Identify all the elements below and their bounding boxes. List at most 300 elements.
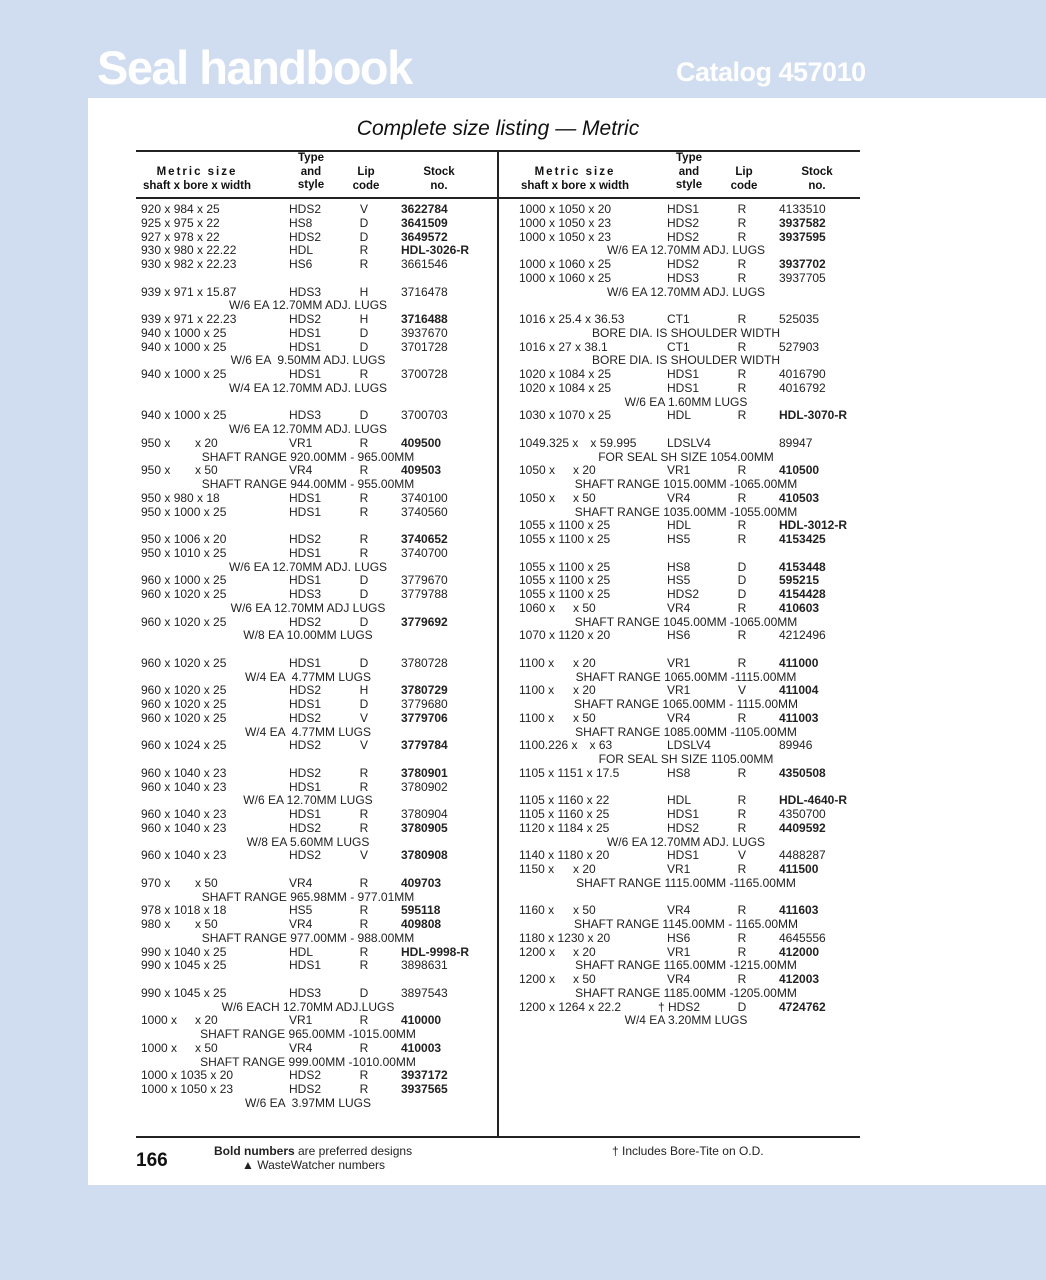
size-cell: 1055 x 1100 x 25 — [519, 559, 611, 574]
type-cell: HDS1 — [289, 697, 322, 711]
size-cell — [141, 877, 218, 891]
lip-cell: R — [737, 903, 747, 918]
header-lip-line1: Lip — [735, 166, 753, 178]
table-row — [141, 409, 475, 423]
size-cell: 960 x 1040 x 23 — [141, 765, 227, 780]
table-row — [519, 904, 853, 918]
lip-cell: R — [359, 765, 369, 780]
size-shaft: 950 x — [141, 435, 171, 450]
row-note: W/6 EA 12.70MM ADJ. LUGS — [228, 559, 388, 574]
table-row — [519, 808, 853, 822]
table-row — [141, 616, 475, 630]
type-cell: HDS2 — [667, 257, 700, 271]
lip-cell: D — [359, 408, 369, 423]
row-note: W/4 EA 4.77MM LUGS — [244, 669, 372, 684]
size-cell — [519, 464, 596, 478]
size-cell: 940 x 1000 x 25 — [141, 408, 227, 423]
row-note: W/6 EA 12.70MM LUGS — [243, 793, 373, 808]
lip-cell: R — [737, 972, 747, 986]
type-cell: HS5 — [667, 532, 691, 546]
blank-line — [141, 863, 475, 877]
size-cell — [519, 712, 596, 726]
stock-cell: 3779670 — [401, 573, 448, 588]
lip-cell: R — [737, 215, 747, 230]
table-row — [519, 203, 853, 217]
header-lip-line2: code — [352, 179, 380, 192]
table-row — [141, 1014, 475, 1028]
table-row — [519, 946, 853, 960]
stock-cell: 3622784 — [401, 202, 448, 216]
type-cell: HS8 — [667, 559, 691, 574]
lip-cell: R — [359, 779, 369, 794]
size-cell — [519, 904, 596, 918]
table-row — [141, 767, 475, 781]
type-cell: HDL — [289, 944, 314, 959]
type-cell: VR1 — [289, 1013, 313, 1028]
type-cell: HDS2 — [289, 614, 322, 629]
size-cell: 1016 x 27 x 38.1 — [519, 339, 608, 354]
type-cell: HDS2 — [289, 1082, 322, 1096]
type-cell: HDS1 — [667, 367, 700, 381]
stock-cell: 3779706 — [401, 710, 448, 725]
size-width: x 50 — [573, 710, 596, 725]
table-row — [141, 877, 475, 891]
size-width: x 50 — [573, 903, 596, 918]
type-cell: HS8 — [289, 215, 313, 230]
type-cell: VR1 — [667, 944, 691, 959]
row-note: SHAFT RANGE 999.00MM -1010.00MM — [200, 1054, 416, 1069]
row-note: W/6 EA 12.70MM ADJ. LUGS — [228, 298, 388, 313]
lip-cell: R — [359, 875, 369, 890]
lip-cell: D — [359, 229, 369, 244]
size-cell: 1070 x 1120 x 20 — [519, 628, 611, 643]
table-row — [141, 341, 475, 355]
lip-cell: D — [737, 559, 747, 574]
lip-cell: D — [359, 573, 369, 588]
type-cell: VR1 — [667, 655, 691, 670]
lip-cell: R — [737, 820, 747, 835]
type-cell: HDS1 — [289, 779, 322, 794]
table-row — [519, 533, 853, 547]
stock-cell: 3779692 — [401, 614, 448, 629]
stock-cell: 412003 — [779, 972, 820, 986]
size-cell: 940 x 1000 x 25 — [141, 325, 227, 340]
size-shaft: 1100.226 x — [519, 738, 578, 753]
row-note: W/6 EA 1.60MM LUGS — [624, 394, 748, 409]
stock-cell: 3937582 — [779, 215, 826, 230]
table-row — [519, 231, 853, 245]
table-row — [141, 959, 475, 973]
size-cell: 960 x 1020 x 25 — [141, 587, 227, 601]
size-shaft: 1100 x — [519, 710, 555, 725]
table-row — [519, 272, 853, 286]
table-row — [519, 492, 853, 506]
type-cell: HDS1 — [289, 655, 322, 670]
stock-cell: 410000 — [401, 1013, 442, 1028]
header-lip — [346, 166, 386, 193]
size-cell: 960 x 1020 x 25 — [141, 683, 227, 698]
header-lip-line2: code — [730, 179, 758, 192]
table-row — [519, 822, 853, 836]
type-cell: HDS1 — [667, 848, 700, 863]
lip-cell: R — [359, 958, 369, 973]
size-width: x 50 — [195, 463, 218, 478]
size-shaft: 1049.325 x — [519, 435, 579, 450]
stock-cell: 3700703 — [401, 408, 448, 423]
type-cell: LDSLV4 — [667, 738, 711, 753]
size-cell: 950 x 1006 x 20 — [141, 532, 227, 546]
header-stock-line2: no. — [808, 179, 826, 192]
size-cell: 1020 x 1084 x 25 — [519, 367, 612, 381]
lip-cell: R — [359, 257, 369, 271]
type-cell: HDL — [667, 793, 692, 808]
row-note: W/4 EA 12.70MM ADJ. LUGS — [228, 380, 388, 395]
type-cell: HDS2 — [289, 532, 322, 546]
type-cell: HDS2 — [289, 820, 322, 835]
stock-cell: 3740560 — [401, 504, 448, 519]
size-width: x 50 — [195, 875, 218, 890]
blank-line — [141, 519, 475, 533]
type-cell: HDS2 — [289, 202, 322, 216]
lip-cell: R — [737, 600, 747, 615]
stock-cell: 3937595 — [779, 229, 826, 244]
size-width: x 20 — [573, 862, 596, 876]
lip-cell: R — [359, 917, 369, 931]
table-row — [141, 849, 475, 863]
table-row — [141, 547, 475, 561]
table-row — [519, 739, 853, 753]
type-cell: HDS2 — [667, 820, 700, 835]
stock-cell: 409503 — [401, 463, 442, 478]
size-cell: 960 x 1020 x 25 — [141, 614, 227, 629]
size-shaft: 1060 x — [519, 600, 556, 615]
row-note: SHAFT RANGE 1185.00MM -1205.00MM — [575, 985, 797, 1000]
lip-cell: R — [737, 490, 747, 505]
stock-cell: 595215 — [779, 573, 820, 588]
size-cell: 990 x 1040 x 25 — [141, 944, 227, 959]
size-cell — [519, 602, 596, 616]
row-note: W/8 EA 10.00MM LUGS — [243, 628, 373, 643]
stock-cell: HDL-4640-R — [779, 793, 848, 808]
stock-cell: 3701728 — [401, 339, 448, 354]
lip-cell: D — [359, 985, 369, 1000]
size-width: x 50 — [573, 972, 596, 986]
table-row — [141, 987, 475, 1001]
size-shaft: 1000 x — [141, 1040, 178, 1055]
stock-cell: 3740700 — [401, 545, 448, 560]
table-row — [141, 203, 475, 217]
table-row — [141, 1083, 475, 1097]
row-note: W/6 EA 9.50MM ADJ. LUGS — [230, 353, 386, 368]
stock-cell: 412000 — [779, 944, 820, 959]
size-cell — [141, 437, 218, 451]
size-cell: 960 x 1024 x 25 — [141, 738, 227, 753]
lip-cell: H — [359, 683, 369, 698]
blank-line — [141, 643, 475, 657]
type-cell: HDS2 — [289, 710, 322, 725]
type-cell: HDL — [667, 408, 692, 423]
lip-cell: D — [359, 325, 369, 340]
size-cell: 1105 x 1151 x 17.5 — [519, 765, 620, 780]
type-cell: HDS3 — [289, 587, 322, 601]
left-rows — [141, 203, 475, 1111]
row-note: SHAFT RANGE 1145.00MM - 1165.00MM — [573, 917, 799, 931]
type-cell: HS5 — [289, 903, 313, 918]
size-cell: 960 x 1040 x 23 — [141, 820, 227, 835]
size-cell: 990 x 1045 x 25 — [141, 958, 227, 973]
right-rows — [519, 203, 853, 1028]
row-note: SHAFT RANGE 1015.00MM -1065.00MM — [574, 477, 798, 491]
type-cell: HDS2 — [667, 229, 700, 244]
lip-cell: R — [737, 312, 747, 326]
stock-cell: 4350700 — [779, 807, 826, 821]
table-row — [141, 217, 475, 231]
size-cell: 1055 x 1100 x 25 — [519, 532, 611, 546]
lip-cell: R — [737, 710, 747, 725]
size-cell: 939 x 971 x 15.87 — [141, 284, 237, 299]
stock-cell: 3937705 — [779, 270, 826, 285]
header-size — [136, 166, 258, 193]
row-note: SHAFT RANGE 1045.00MM -1065.00MM — [574, 614, 798, 629]
type-cell: HDS2 — [289, 229, 322, 244]
stock-cell: 3700728 — [401, 367, 448, 381]
row-note: SHAFT RANGE 977.00MM - 988.00MM — [201, 930, 415, 945]
row-note: SHAFT RANGE 920.00MM - 965.00MM — [201, 449, 415, 464]
type-cell: HDS2 — [289, 1068, 322, 1083]
stock-cell: 4409592 — [779, 820, 826, 835]
type-cell: HDS1 — [289, 504, 322, 519]
lip-cell: R — [737, 765, 747, 780]
lip-cell: V — [359, 202, 368, 216]
row-note: SHAFT RANGE 1065.00MM -1115.00MM — [575, 669, 797, 684]
lip-cell: R — [737, 807, 747, 821]
stock-cell: 3716478 — [401, 284, 448, 299]
catalog-number: Catalog 457010 — [676, 57, 866, 87]
stock-cell: 3780729 — [401, 683, 448, 698]
size-cell: 1055 x 1100 x 25 — [519, 518, 611, 533]
type-cell: HDS3 — [289, 985, 322, 1000]
type-cell: HDS3 — [289, 408, 322, 423]
stock-cell: 411000 — [779, 655, 819, 670]
size-cell — [519, 946, 596, 960]
table-row — [141, 698, 475, 712]
lip-cell: R — [737, 270, 747, 285]
size-shaft: 950 x — [141, 463, 171, 478]
table-row — [519, 313, 853, 327]
header-type-line3: style — [675, 179, 703, 191]
row-note: SHAFT RANGE 1115.00MM -1165.00MM — [576, 875, 796, 890]
type-cell: VR4 — [289, 1040, 313, 1055]
table-row — [141, 684, 475, 698]
table-row — [141, 822, 475, 836]
type-cell: HDS2 — [667, 587, 700, 601]
table-row — [519, 684, 853, 698]
table-row — [519, 341, 853, 355]
size-width: x 50 — [573, 600, 596, 615]
lip-cell: R — [737, 532, 747, 546]
stock-cell: 3649572 — [401, 229, 448, 244]
size-cell: 960 x 1020 x 25 — [141, 655, 227, 670]
lip-cell: R — [359, 1068, 369, 1083]
size-cell: 1105 x 1160 x 22 — [519, 793, 610, 808]
table-row — [141, 1042, 475, 1056]
stock-cell: 409808 — [401, 917, 442, 931]
stock-cell: 3779788 — [401, 587, 448, 601]
row-note: W/6 EA 3.97MM LUGS — [244, 1095, 372, 1110]
header-stock — [409, 166, 469, 193]
header-type-line1: Type — [676, 152, 702, 164]
size-cell: 960 x 1040 x 23 — [141, 779, 227, 794]
type-cell: VR1 — [289, 435, 313, 450]
stock-cell: 4645556 — [779, 930, 826, 945]
size-shaft: 1160 x — [519, 903, 555, 918]
row-note: BORE DIA. IS SHOULDER WIDTH — [591, 325, 781, 340]
table-row — [519, 561, 853, 575]
stock-cell: 409500 — [401, 435, 442, 450]
lip-cell: R — [359, 367, 369, 381]
lip-cell: D — [359, 697, 369, 711]
table-row — [141, 506, 475, 520]
header-type-line1: Type — [298, 152, 324, 164]
blank-line — [519, 891, 853, 905]
stock-cell: HDL-3026-R — [401, 243, 470, 258]
header-stock-line1: Stock — [423, 166, 455, 178]
table-row — [141, 712, 475, 726]
stock-cell: 411003 — [779, 710, 819, 725]
size-cell: 1000 x 1050 x 23 — [141, 1082, 234, 1096]
table-row — [141, 533, 475, 547]
blank-line — [141, 396, 475, 410]
row-note: SHAFT RANGE 1035.00MM -1055.00MM — [574, 504, 798, 519]
blank-line — [141, 753, 475, 767]
header-type — [664, 152, 714, 193]
size-cell: 960 x 1000 x 25 — [141, 573, 227, 588]
size-width: x 50 — [195, 1040, 218, 1055]
size-cell: 939 x 971 x 22.23 — [141, 312, 237, 326]
row-note: W/6 EA 12.70MM ADJ. LUGS — [606, 243, 766, 258]
row-note: SHAFT RANGE 1165.00MM -1215.00MM — [575, 958, 797, 973]
lip-cell: R — [737, 930, 747, 945]
table-row — [519, 574, 853, 588]
size-cell — [519, 739, 612, 753]
header-type — [286, 152, 336, 193]
stock-cell: 4153448 — [779, 559, 826, 574]
type-cell: VR4 — [289, 875, 313, 890]
stock-cell: 411603 — [779, 903, 819, 918]
stock-cell: 3740100 — [401, 490, 448, 505]
table-row — [519, 519, 853, 533]
lip-cell: R — [737, 408, 747, 423]
size-shaft: 1200 x — [519, 944, 556, 959]
size-cell: 960 x 1020 x 25 — [141, 697, 227, 711]
stock-cell: 4016792 — [779, 380, 826, 395]
size-cell: 920 x 984 x 25 — [141, 202, 220, 216]
table-row — [141, 368, 475, 382]
stock-cell: 89947 — [779, 435, 813, 450]
table-row — [141, 946, 475, 960]
table-row — [519, 217, 853, 231]
table-row — [519, 437, 853, 451]
type-cell: HDS3 — [667, 270, 700, 285]
type-cell: HDS1 — [289, 339, 322, 354]
stock-cell: 3937702 — [779, 257, 826, 271]
size-shaft: 980 x — [141, 917, 171, 931]
table-row — [141, 258, 475, 272]
row-note: SHAFT RANGE 944.00MM - 955.00MM — [201, 477, 415, 491]
type-cell: VR4 — [289, 917, 313, 931]
table-row — [519, 1001, 853, 1015]
table-row — [519, 712, 853, 726]
stock-cell: HDL-9998-R — [401, 944, 470, 959]
row-note: FOR SEAL SH SIZE 1105.00MM — [598, 752, 774, 766]
size-cell: 978 x 1018 x 18 — [141, 903, 227, 918]
lip-cell: R — [737, 655, 747, 670]
header-lip — [724, 166, 764, 193]
size-cell — [141, 1014, 218, 1028]
table-row — [141, 464, 475, 478]
lip-cell: R — [359, 1013, 369, 1028]
row-note: W/6 EACH 12.70MM ADJ.LUGS — [221, 999, 395, 1014]
lip-cell: D — [359, 215, 369, 230]
lip-cell: R — [737, 202, 747, 216]
lip-cell: R — [359, 463, 369, 478]
type-cell: CT1 — [667, 312, 690, 326]
type-cell: HS6 — [289, 257, 313, 271]
size-cell: 930 x 982 x 22.23 — [141, 257, 237, 271]
table-row — [141, 492, 475, 506]
type-cell: HDS2 — [289, 848, 322, 863]
legend-bold-text: are preferred designs — [294, 1144, 413, 1158]
stock-cell: 3740652 — [401, 532, 448, 546]
stock-cell: 3716488 — [401, 312, 448, 326]
size-cell — [519, 492, 596, 506]
type-cell: HS6 — [667, 930, 691, 945]
stock-cell: 4016790 — [779, 367, 826, 381]
header-type-line2: and — [678, 165, 700, 178]
size-cell — [141, 1042, 218, 1056]
lip-cell: R — [359, 1040, 369, 1055]
table-row — [141, 327, 475, 341]
size-width: x 20 — [573, 655, 596, 670]
size-shaft: 970 x — [141, 875, 171, 890]
table-row — [141, 588, 475, 602]
size-cell: 1000 x 1050 x 23 — [519, 229, 612, 244]
lip-cell: R — [359, 545, 369, 560]
table-row — [141, 904, 475, 918]
header-type-line3: style — [297, 179, 325, 191]
table-row — [141, 781, 475, 795]
size-width: x 20 — [195, 1013, 218, 1028]
size-cell — [141, 464, 218, 478]
stock-cell: 3780904 — [401, 807, 448, 821]
stock-cell: HDL-3012-R — [779, 518, 848, 533]
type-cell: HS6 — [667, 628, 691, 643]
lip-cell: R — [737, 944, 747, 959]
table-row — [519, 932, 853, 946]
blank-line — [519, 299, 853, 313]
lip-cell: V — [359, 738, 368, 753]
size-cell: 927 x 978 x 22 — [141, 229, 220, 244]
stock-cell: 525035 — [779, 312, 820, 326]
size-cell: 950 x 980 x 18 — [141, 490, 220, 505]
type-cell: HDS1 — [289, 807, 322, 821]
table-row — [141, 808, 475, 822]
type-cell: VR4 — [667, 972, 691, 986]
type-cell: VR1 — [667, 862, 691, 876]
lip-cell: D — [359, 614, 369, 629]
table-row — [141, 657, 475, 671]
size-cell: 1000 x 1035 x 20 — [141, 1068, 234, 1083]
